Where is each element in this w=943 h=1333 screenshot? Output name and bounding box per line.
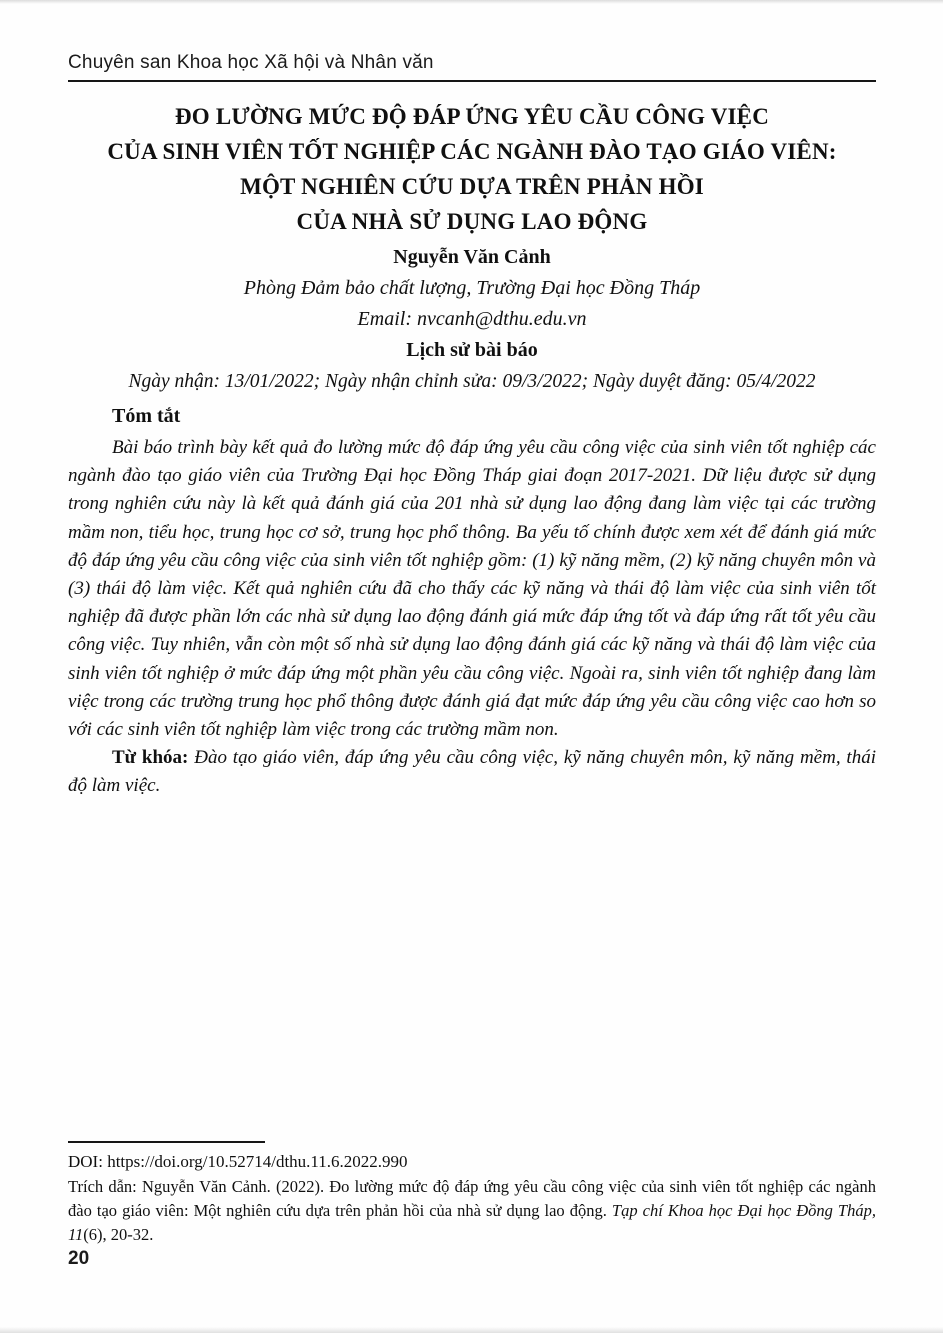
citation-paragraph bbox=[68, 1175, 876, 1247]
abstract-text: Bài báo trình bày kết quả đo lường mức độ đáp ứng yêu cầu công việc của sinh viên tốt nghiệp các ngành đào tạo giáo viên của Trường Đại học Đồng Tháp giai đoạn 2017-2021. Dữ liệu được sử dụng trong nghiên cứu này là kết quả đánh giá của 201 nhà sử dụng lao động đang làm việc tại các trường mầm non, tiểu học, trung học cơ sở, trung học phổ thông. Ba yếu tố chính được xem xét để đánh giá mức độ đáp ứng yêu cầu công việc của sinh viên tốt nghiệp gồm: (1) kỹ năng mềm, (2) kỹ năng chuyên môn và (3) thái độ làm việc. Kết quả nghiên cứu đã cho thấy các kỹ năng và thái độ làm việc của sinh viên tốt nghiệp đã được phần lớn các nhà sử dụng lao động đánh giá mức đáp ứng tốt và đáp ứng rất tốt yêu cầu công việc. Tuy nhiên, vẫn còn một số nhà sử dụng lao động đánh giá các kỹ năng và thái độ làm việc của sinh viên tốt nghiệp ở mức đáp ứng một phần yêu cầu công việc. Ngoài ra, sinh viên tốt nghiệp đang làm việc trong các trường trung học phổ thông được đánh giá đạt mức đáp ứng yêu cầu công việc cao hơn so với các sinh viên tốt nghiệp làm việc trong các trường mầm non. bbox=[68, 437, 876, 741]
keywords-paragraph bbox=[68, 744, 876, 800]
article-title bbox=[68, 99, 876, 239]
article-meta bbox=[68, 242, 876, 397]
abstract-section bbox=[68, 403, 876, 801]
footnote-section bbox=[68, 1141, 876, 1247]
article-title-line-1: ĐO LƯỜNG MỨC ĐỘ ĐÁP ỨNG YÊU CẦU CÔNG VIỆC bbox=[174, 104, 770, 129]
author-name: Nguyễn Văn Cảnh bbox=[393, 246, 551, 268]
article-title-line-3: MỘT NGHIÊN CỨU DỰA TRÊN PHẢN HỒI bbox=[240, 174, 704, 199]
article-title-line-4: CỦA NHÀ SỬ DỤNG LAO ĐỘNG bbox=[296, 209, 648, 234]
abstract-heading: Tóm tắt bbox=[112, 405, 181, 427]
author-affiliation: Phòng Đảm bảo chất lượng, Trường Đại học Đồng Tháp bbox=[243, 277, 701, 299]
keywords-label: Từ khóa: bbox=[112, 747, 189, 769]
footnote-rule bbox=[68, 1141, 265, 1143]
author-email: Email: nvcanh@dthu.edu.vn bbox=[357, 308, 587, 330]
page-number: 20 bbox=[68, 1248, 90, 1269]
doi-line: DOI: https://doi.org/10.52714/dthu.11.6.2022.990 bbox=[68, 1152, 408, 1171]
keywords-text: Đào tạo giáo viên, đáp ứng yêu cầu công việc, kỹ năng chuyên môn, kỹ năng mềm, thái độ làm việc. bbox=[68, 747, 876, 797]
article-history-heading: Lịch sử bài báo bbox=[406, 339, 538, 361]
citation-issue-pages: (6), 20-32. bbox=[83, 1225, 154, 1244]
article-history-dates: Ngày nhận: 13/01/2022; Ngày nhận chỉnh sửa: 09/3/2022; Ngày duyệt đăng: 05/4/2022 bbox=[128, 371, 816, 392]
citation-text: Trích dẫn: Nguyễn Văn Cảnh. (2022). Đo lường mức độ đáp ứng yêu cầu công việc của sinh viên tốt nghiệp các ngành đào tạo giáo viên: Một nghiên cứu dựa trên phản hồi của nhà sử dụng lao động. bbox=[68, 1177, 876, 1220]
citation-journal-name: Tạp chí Khoa học Đại học Đồng Tháp, 11 bbox=[68, 1201, 876, 1244]
scan-edge-top bbox=[0, 0, 943, 4]
running-head: Chuyên san Khoa học Xã hội và Nhân văn bbox=[68, 52, 876, 82]
scan-edge-bottom bbox=[0, 1327, 943, 1333]
article-title-line-2: CỦA SINH VIÊN TỐT NGHIỆP CÁC NGÀNH ĐÀO TẠO GIÁO VIÊN: bbox=[107, 139, 837, 164]
